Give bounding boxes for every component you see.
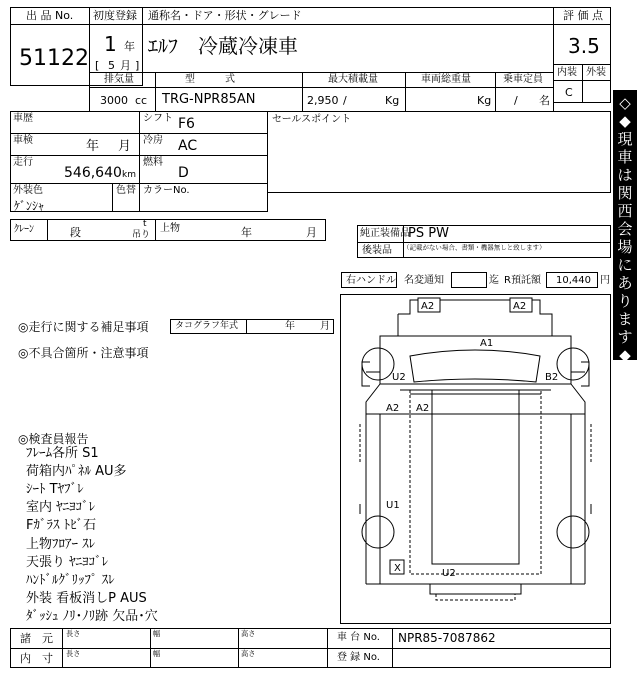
reg-label: 初度登録 <box>93 9 137 22</box>
crane-month: 月 <box>306 226 317 239</box>
name-change-label: 名変通知 <box>404 275 444 286</box>
inspection-label: 車検 <box>13 135 33 146</box>
month-unit: 月 <box>120 59 131 72</box>
deposit-value: 10,440 <box>556 275 591 286</box>
defects-heading: ◎不具合箇所・注意事項 <box>18 346 149 360</box>
banner-char: ◆ <box>619 346 631 364</box>
color-value: ｹﾞﾝｼｬ <box>14 199 45 213</box>
ac-value: AC <box>178 138 198 154</box>
interior-label: 内装 <box>557 67 577 78</box>
damage-mark: U2 <box>442 568 456 579</box>
truck-diagram <box>340 294 611 624</box>
shift-label: シフト <box>143 113 173 124</box>
damage-mark: A2 <box>386 403 400 414</box>
fuel-label: 燃料 <box>143 157 163 168</box>
aftermarket-note: （記載がない場合、書類・機器無しと致します） <box>403 244 546 252</box>
remark-item: ﾀﾞｯｼｭ ﾉﾘ･ﾉﾘ跡 欠品･穴 <box>26 609 158 624</box>
gross-label: 車両総重量 <box>421 74 471 85</box>
ac-label: 冷房 <box>143 135 163 146</box>
banner-char: 場 <box>617 238 633 256</box>
displacement: 3000 <box>100 94 128 107</box>
banner-char: す <box>617 328 633 346</box>
max-load-label: 最大積載量 <box>328 74 378 85</box>
banner-char: ◆ <box>619 112 631 130</box>
fuel-value: D <box>178 165 189 181</box>
banner-char: に <box>617 256 633 274</box>
banner-char: 会 <box>617 220 633 238</box>
max-load-unit: Kg <box>385 94 400 107</box>
chassis-label: 車 台 No. <box>337 632 380 643</box>
model: TRG-NPR85AN <box>162 92 256 107</box>
specs-row-label: 諸 元 <box>20 632 53 645</box>
banner-char: あ <box>617 274 633 292</box>
remark-item: 外装 看板消しP AUS <box>26 591 147 606</box>
capacity-unit: 名 <box>539 94 550 107</box>
height-label: 高さ <box>241 650 256 659</box>
equipment-value: PS PW <box>408 226 449 241</box>
banner-char: 現 <box>617 130 633 148</box>
ko-label: 迄 <box>489 275 499 286</box>
remark-item: 天張り ﾔﾆﾖｺﾞﾚ <box>26 555 109 570</box>
remark-item: ﾊﾝﾄﾞﾙｸﾞﾘｯﾌﾟ ｽﾚ <box>26 573 115 588</box>
interior-grade: C <box>565 86 573 99</box>
crane-label: ｸﾚｰﾝ <box>14 224 34 235</box>
reg-no-label: 登 録 No. <box>337 652 380 663</box>
banner-char: 関 <box>617 184 633 202</box>
banner-char: ◇ <box>619 94 631 112</box>
sales-point-label: セールスポイント <box>272 114 352 125</box>
damage-mark: B2 <box>545 372 559 383</box>
crane-year: 年 <box>241 226 252 239</box>
score-label: 評 価 点 <box>563 9 603 22</box>
mileage-label: 走行 <box>13 157 33 168</box>
inspection-month: 月 <box>118 139 132 154</box>
vehicle-name: ｴﾙﾌ 冷蔵冷凍車 <box>148 34 298 58</box>
tacho-year: 年 <box>285 321 295 332</box>
remark-item: ﾌﾚｰﾑ各所 S1 <box>26 446 99 461</box>
yen-label: 円 <box>600 275 610 286</box>
displacement-unit: cc <box>135 94 148 107</box>
length-label: 長さ <box>66 630 81 639</box>
shift-value: F6 <box>178 116 195 132</box>
damage-mark: A1 <box>480 338 494 349</box>
inspector-heading: ◎検査員報告 <box>18 432 89 446</box>
model-label: 型 式 <box>185 74 235 85</box>
tacho-label: タコグラフ年式 <box>175 321 239 331</box>
reg-year: 1 <box>104 32 117 56</box>
damage-mark: A2 <box>416 403 430 414</box>
equipment-label: 純正装備品 <box>360 228 410 239</box>
lot-number: 51122 <box>19 46 89 71</box>
tacho-month: 月 <box>320 321 330 332</box>
remark-item: 荷箱内ﾊﾟﾈﾙ AU多 <box>26 464 127 479</box>
score-value: 3.5 <box>568 34 600 58</box>
slash-1: / <box>343 94 347 107</box>
aftermarket-label: 後装品 <box>362 245 392 256</box>
max-load: 2,950 <box>307 94 339 107</box>
remark-item: Fｶﾞﾗｽ ﾄﾋﾞ石 <box>26 518 97 533</box>
remark-item: 上物ﾌﾛｱｰ ｽﾚ <box>26 537 96 552</box>
chassis-value: NPR85-7087862 <box>398 631 496 645</box>
banner-char: 車 <box>617 148 633 166</box>
banner-char: ま <box>617 310 633 328</box>
exterior-label: 外装 <box>586 67 606 78</box>
damage-mark: A2 <box>421 301 435 312</box>
damage-mark: U2 <box>392 372 406 383</box>
damage-mark: A2 <box>513 301 527 312</box>
slash-2: / <box>514 94 518 107</box>
damage-mark: X <box>394 563 401 574</box>
gross-unit: Kg <box>477 94 492 107</box>
color-no-label: 色替 <box>116 185 136 196</box>
length-label: 長さ <box>66 650 81 659</box>
crane-t: t <box>143 219 147 229</box>
height-label: 高さ <box>241 630 256 639</box>
inspection-year: 年 <box>86 139 100 154</box>
inner-row-label: 内 寸 <box>20 652 53 665</box>
handle-value: 右ハンドル <box>346 275 396 286</box>
name-label: 通称名・ドア・形状・グレード <box>148 9 302 22</box>
name-change-box <box>451 272 487 288</box>
rplate-label: R預託額 <box>504 275 541 286</box>
crane-hang: 吊り <box>132 230 151 240</box>
bracket-close: ] <box>135 59 140 72</box>
supplement-heading: ◎走行に関する補足事項 <box>18 320 149 334</box>
capacity-label: 乗車定員 <box>503 74 543 85</box>
remark-item: ｼｰﾄ Tﾔﾌﾞﾚ <box>26 482 84 497</box>
crane-stage: 段 <box>70 226 81 239</box>
width-label: 幅 <box>153 650 161 659</box>
color-label: 外装色 <box>13 185 43 196</box>
mileage-unit: km <box>122 170 136 180</box>
crane-date-label: 上物 <box>160 223 180 234</box>
damage-mark: U1 <box>386 500 400 511</box>
banner-char: は <box>617 166 633 184</box>
mileage-value: 546,640 <box>64 165 122 181</box>
reg-month: 5 <box>108 59 115 72</box>
width-label: 幅 <box>153 630 161 639</box>
color-no2-label: カラーNo. <box>143 185 190 196</box>
banner-char: り <box>617 292 633 310</box>
year-unit: 年 <box>124 40 135 53</box>
bracket-open: [ <box>95 59 100 72</box>
banner-char: 西 <box>617 202 633 220</box>
lot-label: 出 品 No. <box>26 9 74 22</box>
displacement-label: 排気量 <box>104 74 134 85</box>
remark-item: 室内 ﾔﾆﾖｺﾞﾚ <box>26 500 96 515</box>
history-label: 車歴 <box>13 113 33 124</box>
location-banner <box>613 90 637 364</box>
